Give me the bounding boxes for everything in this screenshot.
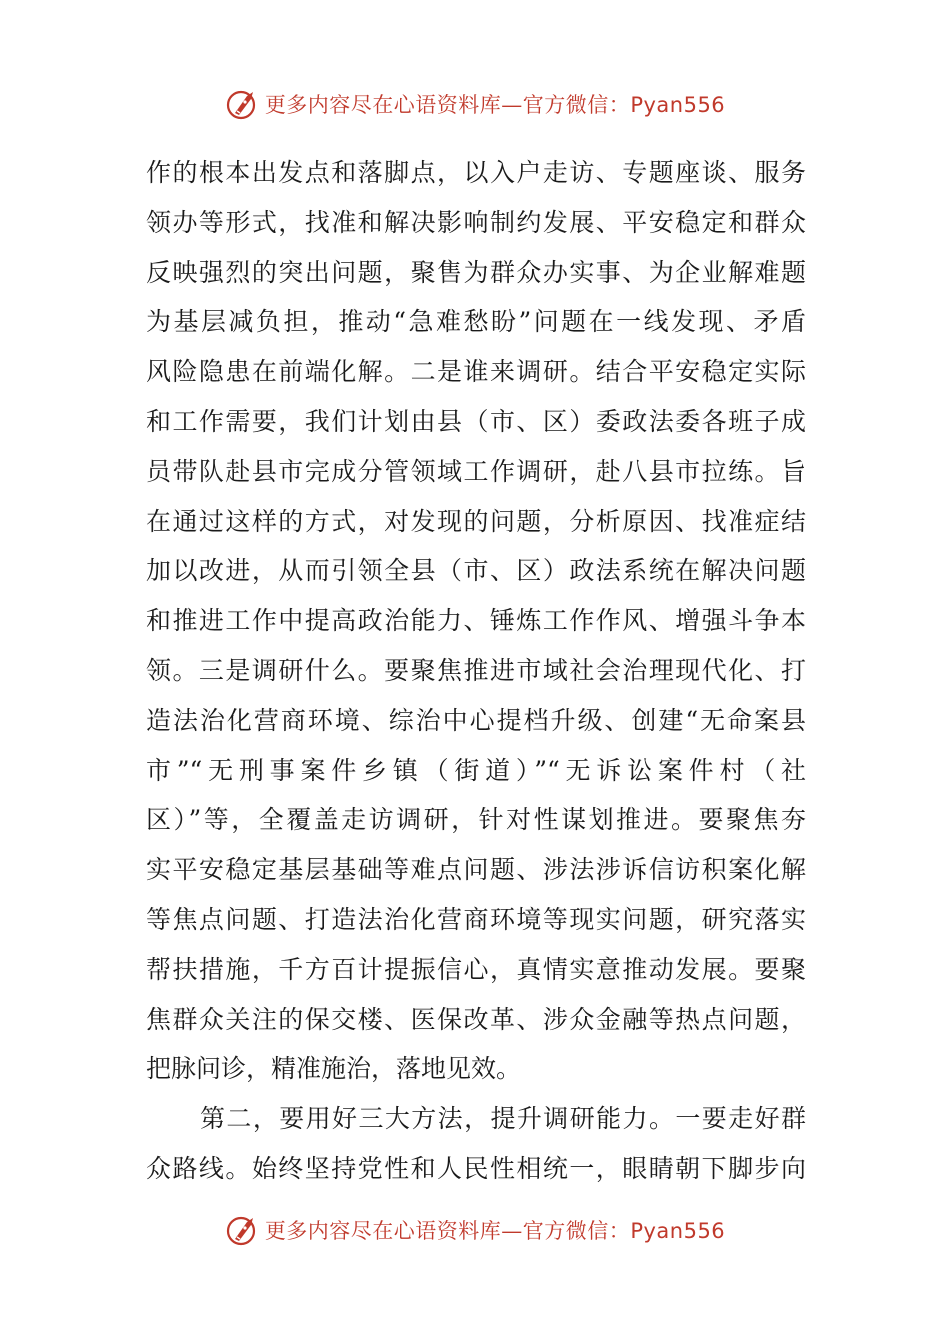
pen-nib-circle-icon [225,1212,261,1248]
text-line: 加以改进，从而引领全县（市、区）政法系统在解决问题 [146,556,806,586]
text-line: 把脉问诊，精准施治，落地见效。 [146,1054,522,1084]
text-line: 等焦点问题、打造法治化营商环境等现实问题，研究落实 [146,904,806,934]
text-line: 造法治化营商环境、综治中心提档升级、创建“无命案县 [146,705,806,735]
wechat-id: Pyan556 [630,1219,726,1243]
header-banner [0,84,950,124]
banner-text: 更多内容尽在心语资料库—官方微信：Pyan556 [264,93,726,117]
text-line: 区）”等，全覆盖走访调研，针对性谋划推进。要聚焦夯 [146,805,806,835]
text-line: 市”“无刑事案件乡镇（街道）”“无诉讼案件村（社 [146,755,806,785]
banner-text: 更多内容尽在心语资料库—官方微信：Pyan556 [264,1219,726,1243]
document-body [146,148,806,1194]
text-line: 领。三是调研什么。要聚焦推进市域社会治理现代化、打 [146,655,806,685]
text-line: 作的根本出发点和落脚点，以入户走访、专题座谈、服务 [146,158,806,187]
text-line: 为基层减负担，推动“急难愁盼”问题在一线发现、矛盾 [146,307,806,337]
text-line: 在通过这样的方式，对发现的问题，分析原因、找准症结 [146,506,806,536]
text-line: 和推进工作中提高政治能力、锤炼工作作风、增强斗争本 [146,606,806,636]
text-line: 领办等形式，找准和解决影响制约发展、平安稳定和群众 [146,207,806,237]
text-line: 实平安稳定基层基础等难点问题、涉法涉诉信访积案化解 [146,855,806,885]
text-line: 帮扶措施，千方百计提振信心，真情实意推动发展。要聚 [146,954,806,984]
text-line: 焦群众关注的保交楼、医保改革、涉众金融等热点问题， [146,1004,806,1034]
text-line: 反映强烈的突出问题，聚售为群众办实事、为企业解难题 [146,257,806,287]
footer-banner [0,1210,950,1250]
text-line: 众路线。始终坚持党性和人民性相统一，眼睛朝下脚步向 [146,1153,806,1183]
paragraph-start-line: 第二，要用好三大方法，提升调研能力。一要走好群 [200,1104,806,1134]
wechat-id: Pyan556 [630,93,726,117]
text-line: 员带队赴县市完成分管领域工作调研，赴八县市拉练。旨 [146,456,806,486]
text-line: 风险隐患在前端化解。二是谁来调研。结合平安稳定实际 [146,357,806,387]
text-line: 和工作需要，我们计划由县（市、区）委政法委各班子成 [146,406,806,436]
pen-nib-circle-icon [225,86,261,122]
